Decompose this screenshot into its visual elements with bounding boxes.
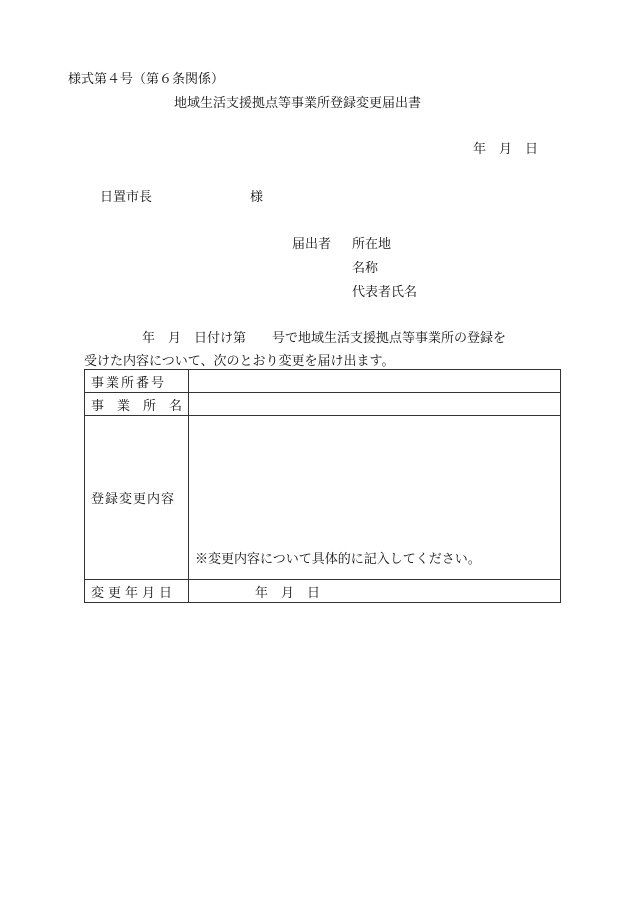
change-date-field[interactable]: 年 月 日 — [189, 580, 561, 603]
office-name-field[interactable] — [189, 393, 561, 416]
change-content-label: 登録変更内容 — [85, 416, 189, 580]
office-number-field[interactable] — [189, 370, 561, 393]
table-row — [85, 416, 561, 580]
change-date-label: 変更年月日 — [85, 580, 189, 603]
applicant-name-label: 名称 — [352, 261, 379, 276]
applicant-representative-label: 代表者氏名 — [352, 285, 418, 300]
addressee-honorific: 様 — [250, 190, 264, 205]
table-row — [85, 580, 561, 603]
office-number-label: 事業所番号 — [85, 370, 189, 393]
table-row — [85, 393, 561, 416]
form-number: 様式第４号（第６条関係） — [68, 72, 225, 87]
body-text-line2: 受けた内容について、次のとおり変更を届け出ます。 — [84, 354, 395, 369]
applicant-location-label: 所在地 — [352, 237, 392, 252]
addressee-name: 日置市長 — [100, 190, 153, 205]
change-content-note: ※変更内容について具体的に記入してください。 — [195, 552, 481, 567]
office-name-label: 事 業 所 名 — [85, 393, 189, 416]
change-content-field[interactable] — [189, 416, 561, 580]
applicant-label: 届出者 — [292, 237, 332, 252]
body-text-line1: 年 月 日付け第 号で地域生活支援拠点等事業所の登録を — [142, 331, 507, 346]
form-title: 地域生活支援拠点等事業所登録変更届出書 — [174, 96, 422, 111]
form-table — [84, 369, 561, 603]
date-line: 年 月 日 — [473, 142, 539, 157]
table-row — [85, 370, 561, 393]
